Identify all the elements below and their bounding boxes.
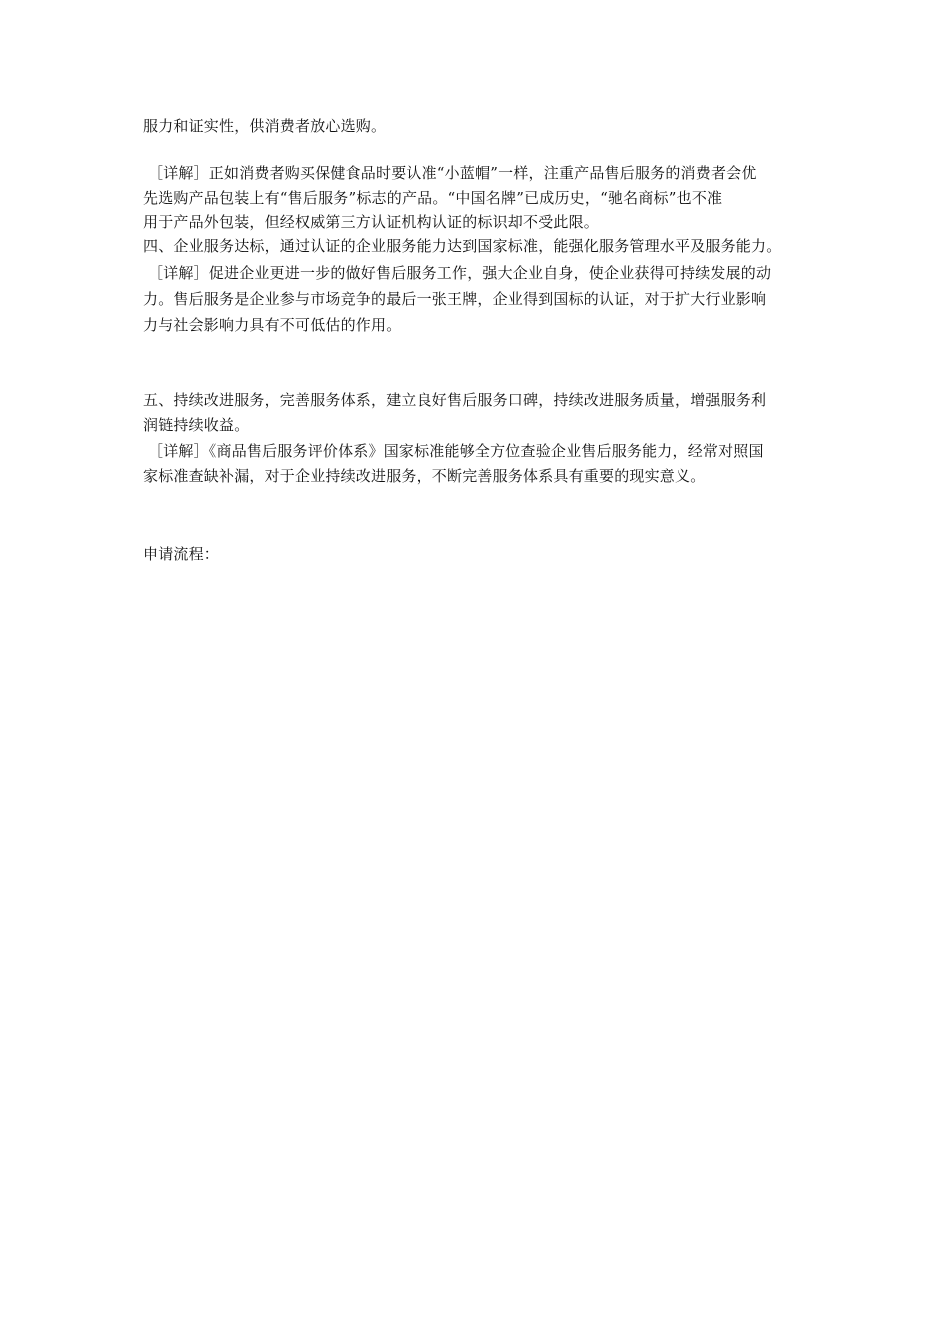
paragraph-line: 先选购产品包装上有“售后服务”标志的产品。“中国名牌”已成历史，“驰名商标”也不准 [143,189,723,207]
paragraph-line: 力。售后服务是企业参与市场竞争的最后一张王牌，企业得到国标的认证，对于扩大行业影响 [143,290,767,308]
paragraph-line: 家标准查缺补漏，对于企业持续改进服务，不断完善服务体系具有重要的现实意义。 [143,467,706,485]
paragraph-line: 润链持续收益。 [143,416,250,434]
paragraph-line: 五、持续改进服务，完善服务体系，建立良好售后服务口碑，持续改进服务质量，增强服务利 [143,391,767,409]
paragraph-line: 四、企业服务达标，通过认证的企业服务能力达到国家标准，能强化服务管理水平及服务能力。 [143,237,782,255]
paragraph-line: 用于产品外包装，但经权威第三方认证机构认证的标识却不受此限。 [143,213,600,231]
paragraph-line: ［详解］正如消费者购买保健食品时要认准“小蓝帽”一样，注重产品售后服务的消费者会优 [148,164,757,182]
paragraph-line: 力与社会影响力具有不可低估的作用。 [143,316,402,334]
paragraph-line: ［详解］促进企业更进一步的做好售后服务工作，强大企业自身，使企业获得可持续发展的动 [148,264,772,282]
section-heading: 申请流程： [143,545,220,563]
paragraph-line: 服力和证实性，供消费者放心选购。 [143,117,387,135]
paragraph-line: ［详解］《商品售后服务评价体系》国家标准能够全方位查验企业售后服务能力，经常对照国 [148,442,764,460]
